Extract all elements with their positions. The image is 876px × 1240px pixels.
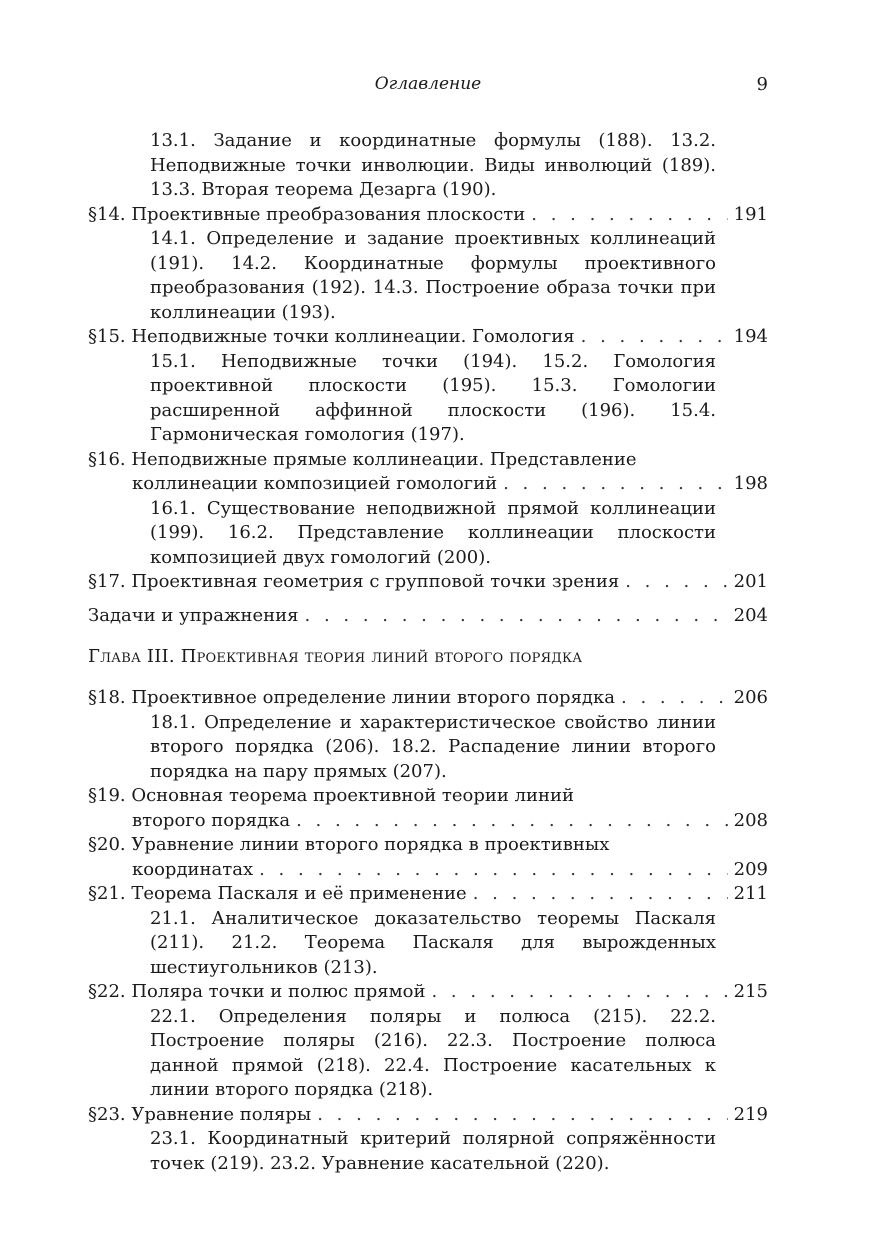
- toc-entry-21[interactable]: [88, 882, 768, 980]
- page-header: [88, 74, 768, 100]
- entry-page: 215: [733, 981, 768, 1002]
- subsections-15: 15.1. Неподвижные точки (194). 15.2. Гомология проективной плоскости (195). 15.3. Гомологии расширенной аффинной плоскости (196). 15.4. Гармоническая гомология (197).: [150, 350, 716, 445]
- toc-entry-16[interactable]: [88, 448, 768, 571]
- entry-title: §15. Неподвижные точки коллинеации. Гомология: [88, 326, 575, 347]
- dot-leader: [317, 1103, 727, 1128]
- entry-title: §21. Теорема Паскаля и её применение: [88, 883, 467, 904]
- entry-page: 219: [733, 1103, 768, 1125]
- dot-leader: [625, 570, 727, 595]
- entry-title-line2: коллинеации композицией гомологий: [132, 473, 498, 494]
- entry-title-line1: §16. Неподвижные прямые коллинеации. Представление: [88, 448, 637, 470]
- subsections-22: 22.1. Определения поляры и полюса (215). 22.2. Построение поляры (216). 22.3. Построение полюса данной прямой (218). 22.4. Построение касательных к линии второго порядка (218).: [150, 1005, 716, 1100]
- chapter-heading[interactable]: [88, 644, 768, 670]
- dot-leader: [305, 604, 728, 629]
- entry-page: 208: [733, 809, 768, 831]
- dot-leader: [296, 809, 728, 834]
- toc-entry-17[interactable]: [88, 570, 768, 595]
- chapter-title: Глава III. Проективная теория линий второго порядка: [88, 646, 583, 667]
- table-of-contents: [88, 129, 768, 1176]
- entry-title: §22. Поляра точки и полюс прямой: [88, 981, 426, 1002]
- subsections-23: 23.1. Координатный критерий полярной сопряжённости точек (219). 23.2. Уравнение касательной (220).: [150, 1128, 716, 1174]
- entry-title: §14. Проективные преобразования плоскости: [88, 203, 526, 225]
- entry-title-line2: координатах: [132, 858, 254, 880]
- entry-title-line2: второго порядка: [132, 809, 291, 831]
- dot-leader: [503, 472, 728, 497]
- dot-leader: [431, 980, 727, 1005]
- entry-page: 209: [733, 858, 768, 880]
- entry-page: 206: [733, 687, 768, 708]
- entry-page: 201: [733, 571, 768, 592]
- toc-entry-exercises[interactable]: [88, 604, 768, 629]
- entry-title: §17. Проективная геометрия с групповой точки зрения: [88, 571, 620, 592]
- entry-title: §18. Проективное определение линии второго порядка: [88, 687, 616, 708]
- entry-page: 194: [733, 326, 768, 347]
- entry-page: 204: [733, 604, 768, 626]
- entry-page: 198: [733, 473, 768, 494]
- page-number: 9: [756, 74, 768, 95]
- entry-title-line1: §20. Уравнение линии второго порядка в проективных: [88, 834, 610, 855]
- entry-title: Задачи и упражнения: [88, 604, 299, 626]
- toc-entry-14[interactable]: [88, 203, 768, 326]
- subsections-13: 13.1. Задание и координатные формулы (188). 13.2. Неподвижные точки инволюции. Виды инволюций (189). 13.3. Вторая теорема Дезарга (190).: [150, 130, 716, 200]
- entry-title: §23. Уравнение поляры: [88, 1103, 312, 1125]
- dot-leader: [621, 686, 728, 711]
- subsections-14: 14.1. Определение и задание проективных коллинеаций (191). 14.2. Координатные формулы проективного преобразования (192). 14.3. Построение образа точки при коллинеации (193).: [150, 228, 716, 323]
- toc-entry-15[interactable]: [88, 325, 768, 448]
- toc-entry-19[interactable]: [88, 784, 768, 833]
- dot-leader: [259, 858, 728, 883]
- dot-leader: [473, 882, 728, 907]
- entry-page: 191: [733, 203, 768, 225]
- dot-leader: [581, 325, 728, 350]
- toc-entry-20[interactable]: [88, 833, 768, 882]
- toc-entry-18[interactable]: [88, 686, 768, 784]
- subsections-18: 18.1. Определение и характеристическое свойство линии второго порядка (206). 18.2. Распадение линии второго порядка на пару прямых (207).: [150, 711, 716, 782]
- entry-page: 211: [733, 883, 768, 904]
- subsections-21: 21.1. Аналитическое доказательство теоремы Паскаля (211). 21.2. Теорема Паскаля для вырожденных шестиугольников (213).: [150, 907, 716, 978]
- toc-entry-23[interactable]: [88, 1103, 768, 1177]
- entry-title-line1: §19. Основная теорема проективной теории линий: [88, 785, 575, 806]
- toc-entry-22[interactable]: [88, 980, 768, 1103]
- dot-leader: [531, 203, 727, 228]
- subsections-16: 16.1. Существование неподвижной прямой коллинеации (199). 16.2. Представление коллинеации плоскости композицией двух гомологий (200).: [150, 497, 716, 568]
- running-title: Оглавление: [374, 74, 482, 94]
